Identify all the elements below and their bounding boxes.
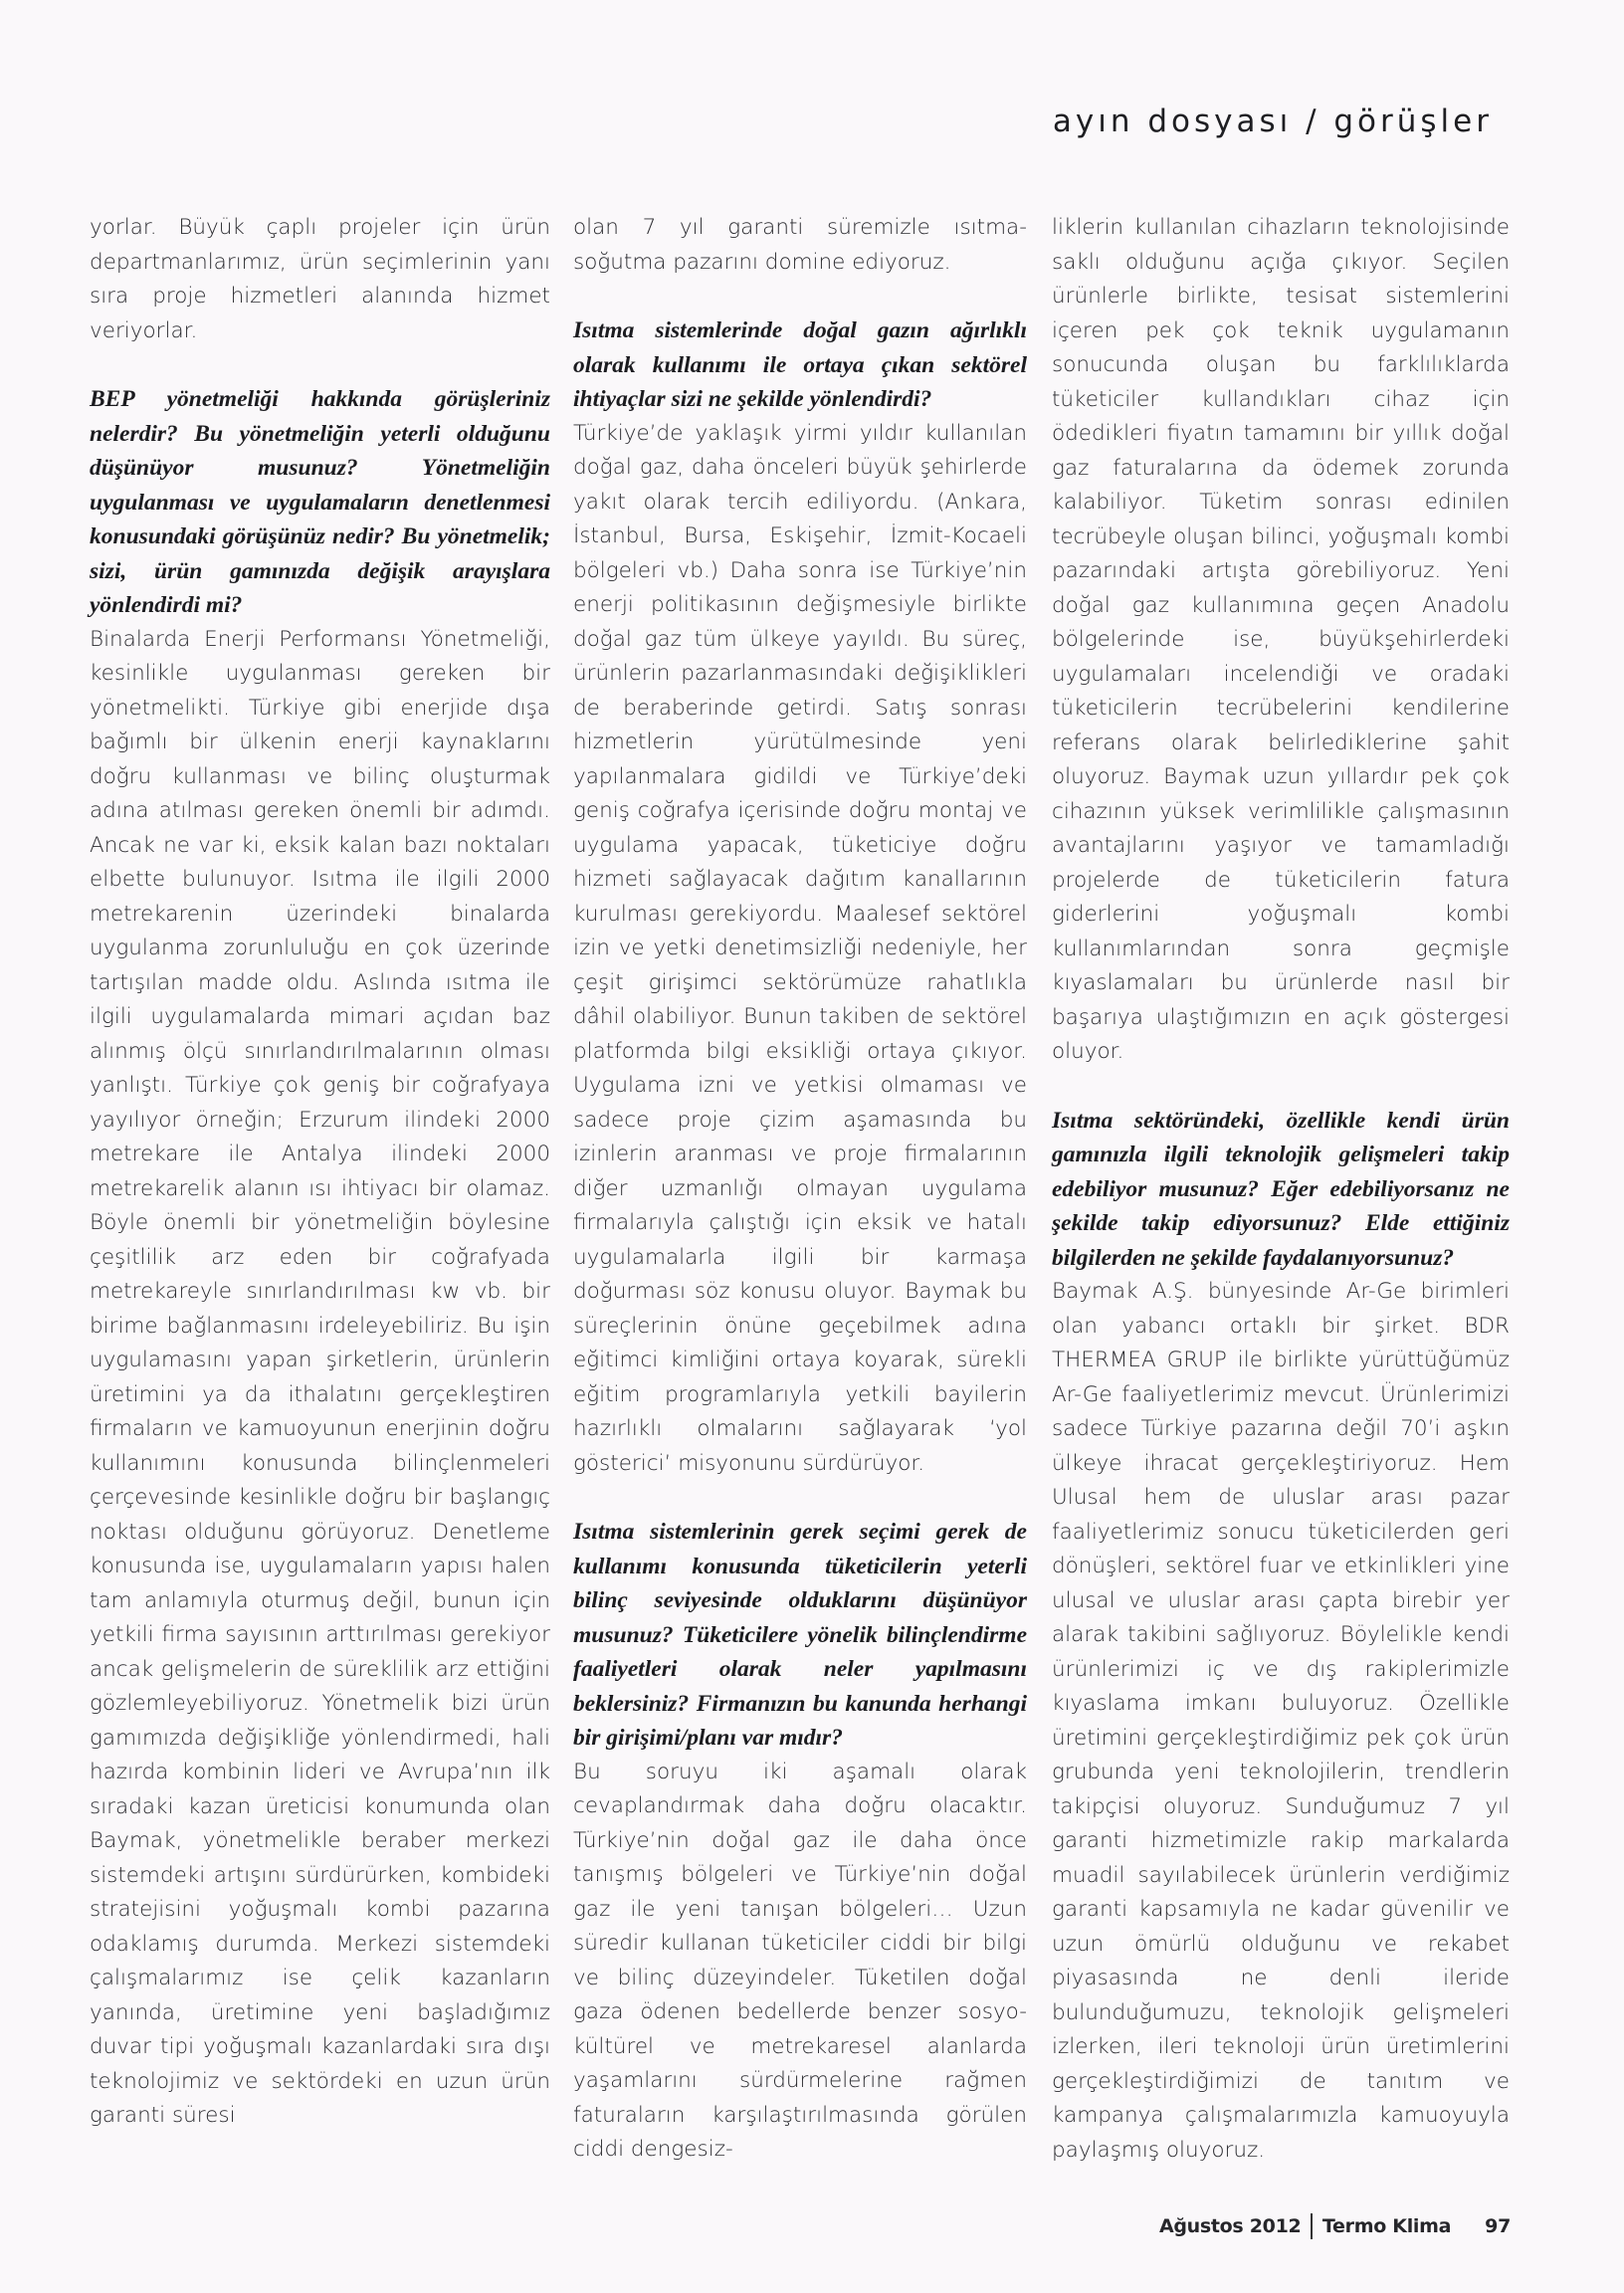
paragraph-gap xyxy=(573,1481,1027,1515)
issue-date: Ağustos 2012 xyxy=(1158,2215,1302,2237)
interview-question: Isıtma sistemlerinin gerek seçimi gerek de kullanımı konusunda tüketicilerin yeterli bilinç seviyesinde olduklarını düşünüyor musunuz? Tüketicilere yönelik bilinçlendirme faaliyetleri olarak neler yapılmasını beklersiniz? Firmanızın bu kanunda herhangi bir girişimi/planı var mıdır? xyxy=(573,1519,1027,1751)
article-column-1 xyxy=(90,211,550,2134)
body-paragraph: Türkiye’de yaklaşık yirmi yıldır kullanılan doğal gaz, daha önceleri büyük şehirlerde yakıt olarak tercih ediliyordu. (Ankara, İstanbul, Bursa, Eskişehir, İzmit-Kocaeli bölgeleri vb.) Daha sonra ise Türkiye’nin enerji politikasının değişmesiyle birlikte doğal gaz tüm ülkeye yayıldı. Bu süreç, ürünlerin pazarlanmasındaki değişiklikleri de beraberinde getirdi. Satış sonrası hizmetlerin yürütülmesinde yeni yapılanmalara gidildi ve Türkiye’deki geniş coğrafya içerisinde doğru montaj ve uygulama yapacak, tüketiciye doğru hizmeti sağlayacak dağıtım kanallarının kurulması gerekiyordu. Maalesef sektörel izin ve yetki denetimsizliği nedeniyle, her çeşit girişimci sektörümüze rahatlıkla dâhil olabiliyor. Bunun takiben de sektörel platformda bilgi eksikliği ortaya çıkıyor. Uygulama izni ve yetkisi olmaması ve sadece proje çizim aşamasında bu izinlerin aranması ve proje firmalarının diğer uzmanlığı olmayan uygulama firmalarıyla çalıştığı için eksik ve hatalı uygulamalarla ilgili bir karmaşa doğurması söz konusu oluyor. Baymak bu süreçlerinin önüne geçebilmek adına eğitimci kimliğini ortaya koyarak, sürekli eğitim programlarıyla yetkili bayilerin hazırlıklı olmalarını sağlayarak ‘yol gösterici’ misyonunu sürdürüyor. xyxy=(573,420,1027,1476)
interview-question: Isıtma sistemlerinde doğal gazın ağırlıklı olarak kullanımı ile ortaya çıkan sektörel ihtiyaçlar sizi ne şekilde yönlendirdi? xyxy=(573,317,1027,412)
body-paragraph: Baymak A.Ş. bünyesinde Ar-Ge birimleri olan yabancı ortaklı bir şirket. BDR THERMEA GRUP ile birlikte yürüttüğümüz Ar-Ge faaliyetlerimiz mevcut. Ürünlerimizi sadece Türkiye pazarına değil 70’i aşkın ülkeye ihracat gerçekleştiriyoruz. Hem Ulusal hem de uluslar arası pazar faaliyetlerimiz sonucu tüketicilerden geri dönüşleri, sektörel fuar ve etkinlikleri yine ulusal ve uluslar arası çapta birebir yer alarak takibini sağlıyoruz. Böylelikle kendi ürünlerimizi iç ve dış rakiplerimizle kıyaslama imkanı buluyoruz. Özellikle üretimini gerçekleştirdiğimiz pek çok ürün grubunda yeni teknolojilerin, trendlerin takipçisi oluyoruz. Sunduğumuz 7 yıl garanti hizmetimizle rakip markalarda muadil sayılabilecek ürünlerin verdiğimiz garanti kapsamıyla ne kadar güvenilir ve uzun ömürlü olduğunu ve rekabet piyasasında ne denli ileride bulunduğumuzu, teknolojik gelişmeleri izlerken, ileri teknoloji ürün üretimlerini gerçekleştirdiğimizi de tanıtım ve kampanya çalışmalarımızla kamuoyuyla paylaşmış oluyoruz. xyxy=(1052,1279,1510,2163)
body-paragraph: yorlar. Büyük çaplı projeler için ürün departmanlarımız, ürün seçimlerinin yanı sıra proje hizmetleri alanında hizmet veriyorlar. xyxy=(90,215,550,343)
article-column-2 xyxy=(573,211,1027,2168)
body-paragraph: olan 7 yıl garanti süremizle ısıtma-soğutma pazarını domine ediyoruz. xyxy=(573,215,1027,275)
footer-divider xyxy=(1311,2213,1313,2239)
page-number: 97 xyxy=(1485,2215,1511,2237)
body-paragraph: Bu soruyu iki aşamalı olarak cevaplandırmak daha doğru olacaktır. Türkiye’nin doğal gaz ile daha önce tanışmış bölgeleri ve Türkiye’nin doğal gaz ile yeni tanışan bölgeleri… Uzun süredir kullanan tüketiciler ciddi bir bilgi ve bilinç düzeyindeler. Tüketilen doğal gaza ödenen bedellerde benzer sosyo-kültürel ve metrekaresel alanlarda yaşamlarını sürdürmelerine rağmen faturaların karşılaştırılmasında görülen ciddi dengesiz- xyxy=(573,1759,1027,2162)
interview-question: Isıtma sektöründeki, özellikle kendi ürün gamınızla ilgili teknolojik gelişmeleri takip edebiliyor musunuz? Eğer edebiliyorsanız ne şekilde takip ediyorsunuz? Elde ettiğiniz bilgilerden ne şekilde faydalanıyorsunuz? xyxy=(1052,1107,1510,1271)
body-paragraph: Binalarda Enerji Performansı Yönetmeliği, kesinlikle uygulanması gereken bir yönetmelikti. Türkiye gibi enerjide dışa bağımlı bir ülkenin enerji kaynaklarını doğru kullanması ve bilinç oluşturmak adına atılması gereken önemli bir adımdı. Ancak ne var ki, eksik kalan bazı noktaları elbette bulunuyor. Isıtma ile ilgili 2000 metrekarenin üzerindeki binalarda uygulanma zorunluluğu en çok üzerinde tartışılan madde oldu. Aslında ısıtma ile ilgili uygulamalarda mimari açıdan baz alınmış ölçü sınırlandırılmalarının olması yanlıştı. Türkiye çok geniş bir coğrafyaya yayılıyor örneğin; Erzurum ilindeki 2000 metrekare ile Antalya ilindeki 2000 metrekarelik alanın ısı ihtiyacı bir olamaz. Böyle önemli bir yönetmeliğin böylesine çeşitlilik arz eden bir coğrafyada metrekareyle sınırlandırılması kw vb. bir birime bağlanmasını irdeleyebiliriz. Bu işin uygulamasını yapan şirketlerin, ürünlerin üretimini ya da ithalatını gerçekleştiren firmaların ve kamuoyunun enerjinin doğru kullanımını konusunda bilinçlenmeleri çerçevesinde kesinlikle doğru bir başlangıç noktası olduğunu görüyoruz. Denetleme konusunda ise, uygulamaların yapısı halen tam anlamıyla oturmuş değil, bunun için yetkili firma sayısının arttırılması gerekiyor ancak gelişmelerin de süreklilik arz ettiğini gözlemleyebiliyoruz. Yönetmelik bizi ürün gamımızda değişikliğe yönlendirmedi, hali hazırda kombinin lideri ve Avrupa’nın ilk sıradaki kazan üreticisi konumunda olan Baymak, yönetmelikle beraber merkezi sistemdeki artışını sürdürürken, kombideki stratejisini yoğuşmalı kombi pazarına odaklamış durumda. Merkezi sistemdeki çalışmalarımız ise çelik kazanların yanında, üretimine yeni başladığımız duvar tipi yoğuşmalı kazanlardaki sıra dışı teknolojimiz ve sektördeki en uzun ürün garanti süresi xyxy=(90,626,550,2128)
article-column-3 xyxy=(1052,211,1510,2168)
paragraph-gap xyxy=(573,280,1027,313)
magazine-name: Termo Klima xyxy=(1321,2215,1452,2237)
page-footer xyxy=(1159,2213,1511,2239)
section-title: ayın dosyası / görüşler xyxy=(1052,104,1493,139)
interview-question: BEP yönetmeliği hakkında görüşleriniz nelerdir? Bu yönetmeliğin yeterli olduğunu düşünüyor musunuz? Yönetmeliğin uygulanması ve uygulamaların denetlenmesi konusundaki görüşünüz nedir? Bu yönetmelik; sizi, ürün gamınızda değişik arayışlara yönlendirdi mi? xyxy=(90,386,550,618)
body-paragraph: liklerin kullanılan cihazların teknolojisinde saklı olduğunu açığa çıkıyor. Seçilen ürünlerle birlikte, tesisat sistemlerini içeren pek çok teknik uygulamanın sonucunda oluşan bu farklılıklarda tüketiciler kullandıkları cihaz için ödedikleri fiyatın tamamını bir yıllık doğal gaz faturalarına da ödemek zorunda kalabiliyor. Tüketim sonrası edinilen tecrübeyle oluşan bilinci, yoğuşmalı kombi pazarındaki artışta görebiliyoruz. Yeni doğal gaz kullanımına geçen Anadolu bölgelerinde ise, büyükşehirlerdeki uygulamaları incelendiği ve oradaki tüketicilerin tecrübelerini kendilerine referans olarak belirlediklerine şahit oluyoruz. Baymak uzun yıllardır pek çok cihazının yüksek verimlilikle çalışmasının avantajlarını yaşıyor ve tamamladığı projelerde de tüketicilerin fatura giderlerini yoğuşmalı kombi kullanımlarından sonra geçmişle kıyaslamaları bu ürünlerde nasıl bir başarıya ulaştığımızın en açık göstergesi oluyor. xyxy=(1052,215,1510,1064)
paragraph-gap xyxy=(90,348,550,382)
paragraph-gap xyxy=(1052,1070,1510,1104)
